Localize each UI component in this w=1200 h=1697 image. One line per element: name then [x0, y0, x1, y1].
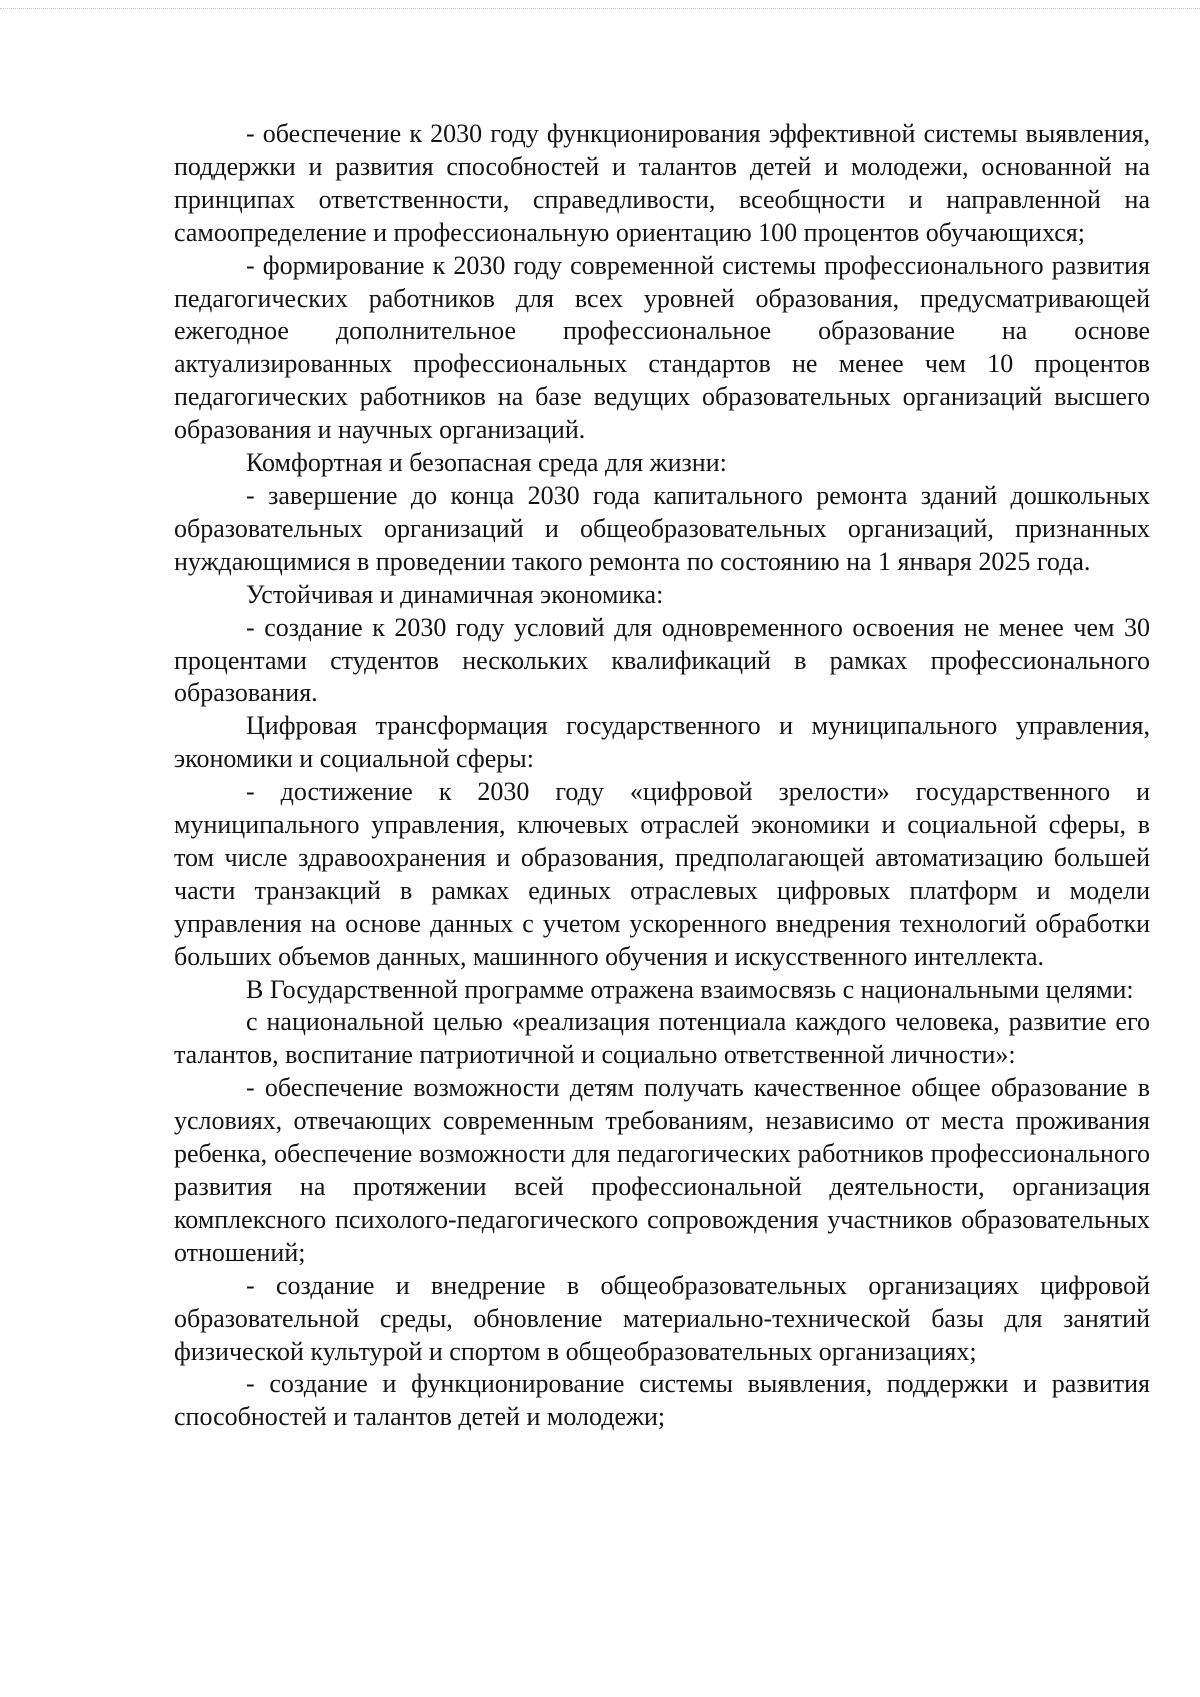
section-heading-comfortable-environment: Комфортная и безопасная среда для жизни: — [246, 448, 727, 478]
section-heading-sustainable-economy: Устойчивая и динамичная экономика: — [246, 579, 664, 609]
section-heading-digital-transformation: Цифровая трансформация государственного и муниципального управления, экономики и социальной сферы: — [174, 711, 1150, 774]
paragraph-talent-system-item: - создание и функционирование системы выявления, поддержки и развития способностей и талантов детей и молодежи; — [174, 1369, 1150, 1432]
paragraph-national-goal-potential: с национальной целью «реализация потенциала каждого человека, развитие его талантов, воспитание патриотичной и социально ответственной личности»: — [174, 1007, 1150, 1070]
paragraph-digital-maturity-goal: - достижение к 2030 году «цифровой зрелости» государственного и муниципального управления, ключевых отраслей экономики и социальной сферы, в том числе здравоохранения и образования, предполагающей автоматизацию большей части транзакций в рамках единых отраслевых цифровых платформ и модели управления на основе данных с учетом ускоренного внедрения технологий обработки больших объемов данных, машинного обучения и искусственного интеллекта. — [174, 777, 1150, 971]
scan-top-edge — [0, 8, 1200, 9]
paragraph-quality-education-item: - обеспечение возможности детям получать качественное общее образование в условиях, отвечающих современным требованиям, независимо от места проживания ребенка, обеспечение возможности для педагогических работников профессионального развития на протяжении всей профессиональной деятельности, организация комплексного психолого-педагогического сопровождения участников образовательных отношений; — [174, 1073, 1150, 1267]
paragraph-talent-system-goal: - обеспечение к 2030 году функционирования эффективной системы выявления, поддержки и развития способностей и талантов детей и молодежи, основанной на принципах ответственности, справедливости, всеобщности и направленной на самоопределение и профессиональную ориентацию 100 процентов обучающихся; — [174, 119, 1150, 247]
document-page — [174, 118, 1150, 1434]
paragraph-building-repair-goal: - завершение до конца 2030 года капитального ремонта зданий дошкольных образовательных организаций и общеобразовательных организаций, признанных нуждающимися в проведении такого ремонта по состоянию на 1 января 2025 года. — [174, 480, 1150, 576]
paragraph-teacher-development-goal: - формирование к 2030 году современной системы профессионального развития педагогических работников для всех уровней образования, предусматривающей ежегодное дополнительное профессиональное образование на основе актуализированных профессиональных стандартов не менее чем 10 процентов педагогических работников на базе ведущих образовательных организаций высшего образования и научных организаций. — [174, 250, 1150, 445]
paragraph-national-goals-intro: В Государственной программе отражена взаимосвязь с национальными целями: — [246, 974, 1134, 1004]
paragraph-qualifications-goal: - создание к 2030 году условий для одновременного освоения не менее чем 30 процентами студентов нескольких квалификаций в рамках профессионального образования. — [174, 612, 1150, 708]
paragraph-digital-environment-item: - создание и внедрение в общеобразовательных организациях цифровой образовательной среды, обновление материально-технической базы для занятий физической культурой и спортом в общеобразовательных организациях; — [174, 1270, 1150, 1366]
